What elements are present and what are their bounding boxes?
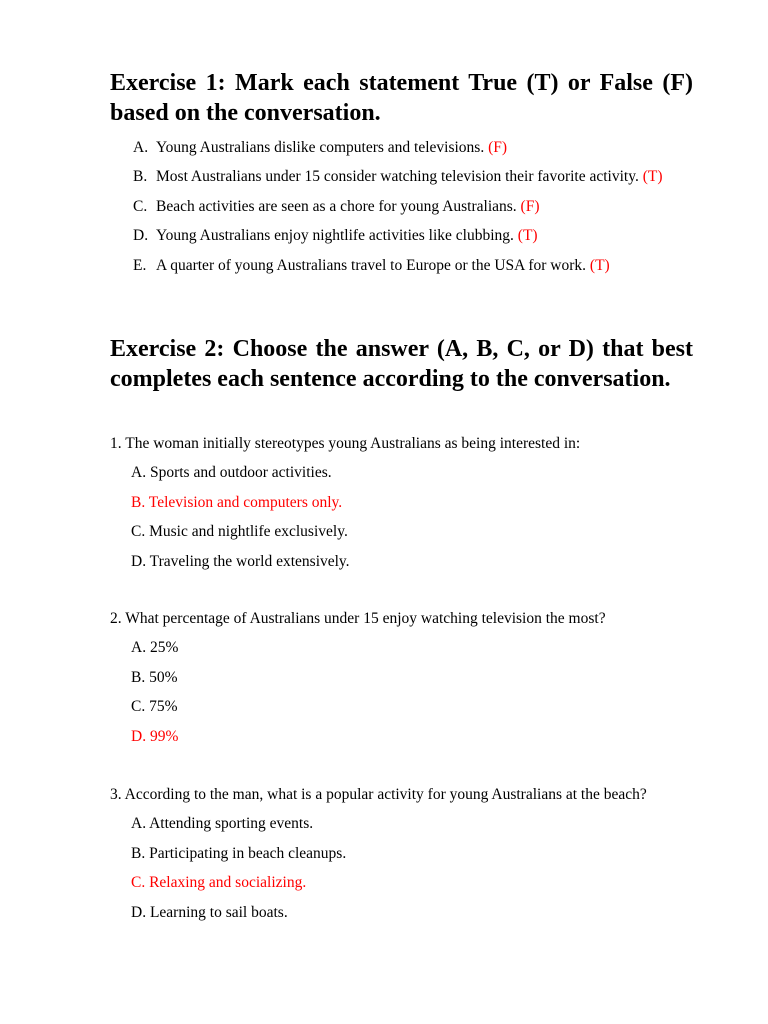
- tf-item-answer: (T): [642, 168, 663, 186]
- option-d: D. Learning to sail boats.: [131, 903, 288, 921]
- option-b-correct: B. Television and computers only.: [131, 493, 343, 511]
- exercise-1-heading: Exercise 1: Mark each statement True (T) or False (F) based on the conversation.: [110, 70, 693, 126]
- tf-item-answer: (T): [589, 256, 610, 274]
- option-b: B. Participating in beach cleanups.: [131, 844, 347, 862]
- tf-item-letter: E.: [133, 256, 147, 274]
- tf-item-e: [110, 256, 693, 276]
- tf-item-c: [110, 197, 693, 217]
- true-false-list: [110, 138, 693, 285]
- question-text: 3. According to the man, what is a popular activity for young Australians at the beach?: [110, 786, 647, 803]
- tf-item-text: Beach activities are seen as a chore for young Australians.: [156, 197, 517, 215]
- exercise-2-heading: Exercise 2: Choose the answer (A, B, C, or D) that best completes each sentence according to the conversation.: [110, 336, 693, 392]
- option-c: C. 75%: [131, 698, 178, 716]
- tf-item-letter: D.: [133, 227, 149, 245]
- question-text: 2. What percentage of Australians under 15 enjoy watching television the most?: [110, 610, 606, 627]
- question-2: [110, 609, 693, 747]
- option-b: B. 50%: [131, 668, 178, 686]
- tf-item-letter: A.: [133, 139, 149, 156]
- tf-item-text: Young Australians dislike computers and televisions.: [156, 139, 485, 156]
- option-a: A. Sports and outdoor activities.: [131, 464, 332, 482]
- tf-item-d: [110, 226, 693, 246]
- option-c-correct: C. Relaxing and socializing.: [131, 874, 307, 892]
- question-1: [110, 434, 693, 572]
- tf-item-answer: (F): [488, 139, 508, 156]
- tf-item-answer: (F): [520, 197, 540, 215]
- tf-item-text: A quarter of young Australians travel to Europe or the USA for work.: [156, 256, 587, 274]
- option-c: C. Music and nightlife exclusively.: [131, 523, 348, 541]
- options-list: [110, 814, 693, 922]
- question-text: 1. The woman initially stereotypes young Australians as being interested in:: [110, 435, 581, 452]
- option-d-correct: D. 99%: [131, 727, 179, 745]
- tf-item-letter: B.: [133, 168, 148, 186]
- tf-item-letter: C.: [133, 197, 148, 215]
- question-3: [110, 785, 693, 923]
- options-list: [110, 638, 693, 746]
- tf-item-text: Most Australians under 15 consider watching television their favorite activity.: [156, 168, 639, 186]
- option-a: A. Attending sporting events.: [131, 815, 314, 833]
- tf-item-text: Young Australians enjoy nightlife activities like clubbing.: [156, 227, 514, 245]
- options-list: [110, 463, 693, 571]
- option-d: D. Traveling the world extensively.: [131, 552, 350, 570]
- option-a: A. 25%: [131, 639, 179, 657]
- tf-item-b: [110, 167, 693, 187]
- tf-item-answer: (T): [517, 227, 538, 245]
- tf-item-a: [110, 138, 693, 158]
